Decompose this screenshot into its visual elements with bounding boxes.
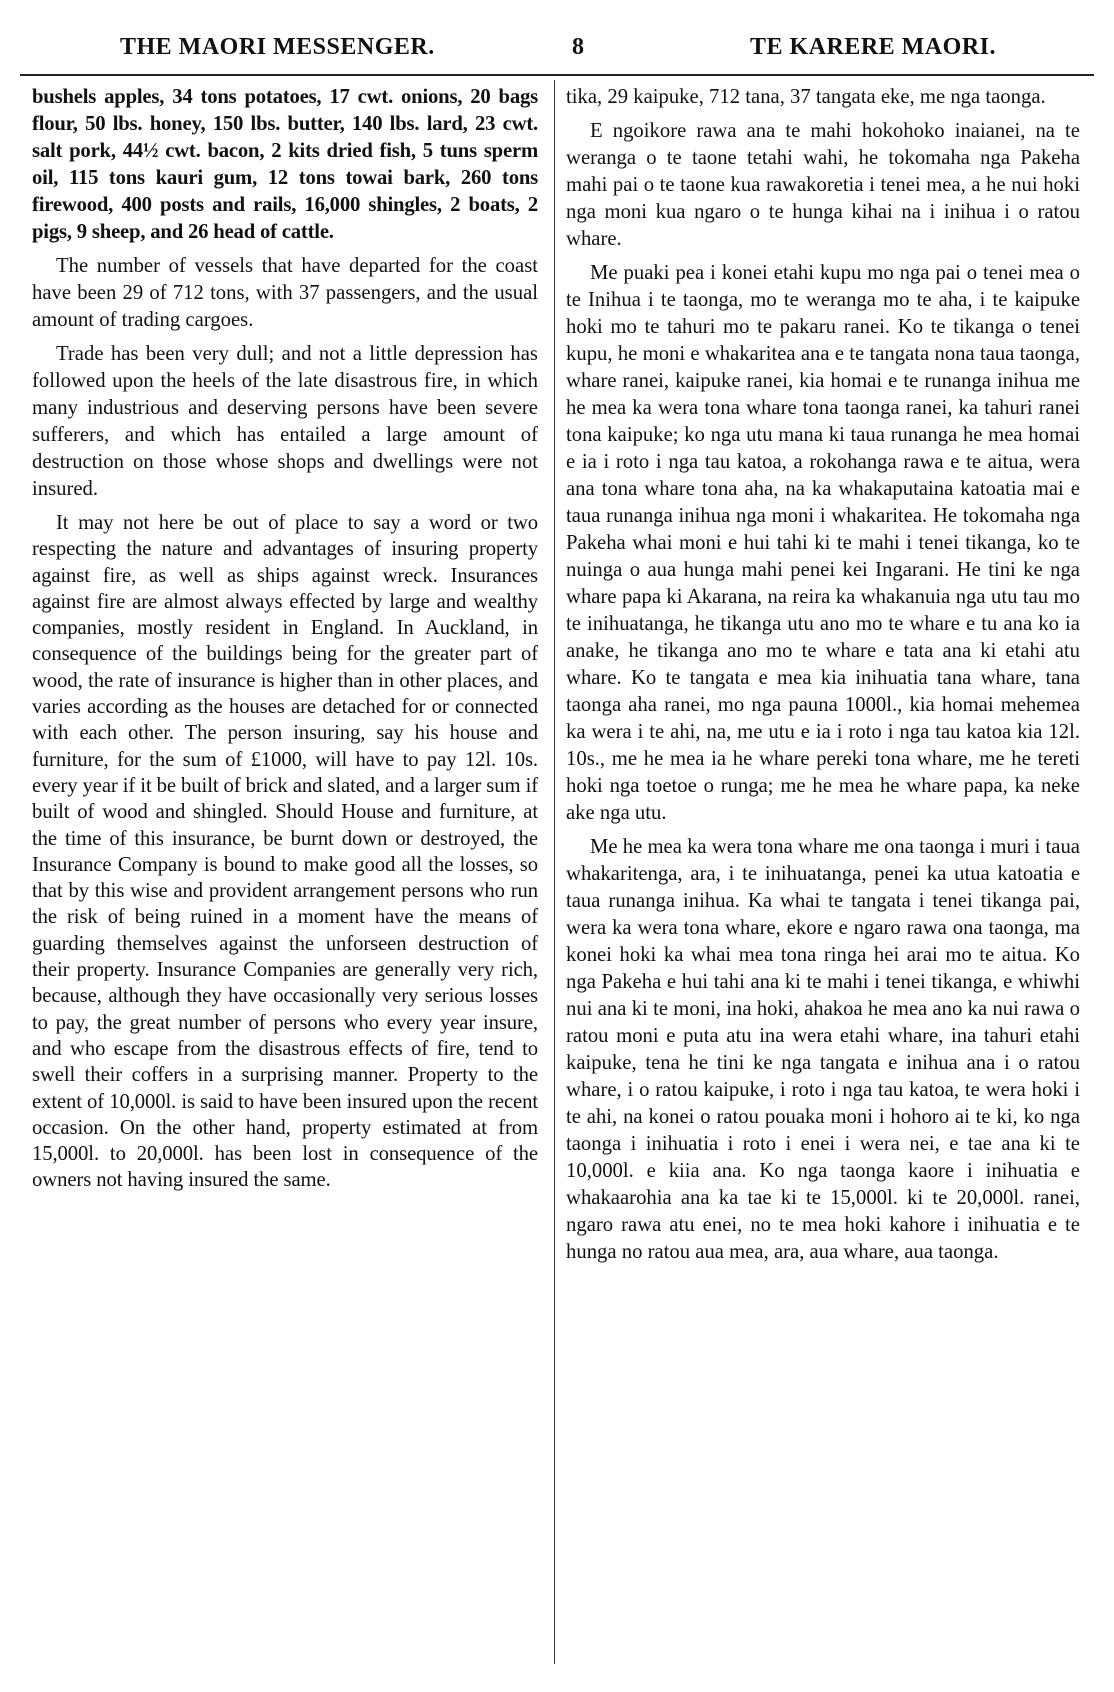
- article-paragraph: The number of vessels that have departed for the coast have been 29 of 712 tons, with 37 passengers, and the usual amount of trading cargoes.: [32, 255, 538, 331]
- header-left-title: THE MAORI MESSENGER.: [120, 34, 435, 60]
- page-header: [20, 34, 1094, 68]
- article-paragraph: Me he mea ka wera tona whare me ona taonga i muri i taua whakaritenga, ara, i te inihuatanga, penei ka utua katoatia e taua runanga inihua. Ka whai te tangata i tenei tikanga pai, wera ka wera tona whare, ekore e ngaro rawa ona taonga, ma konei hoki ka whai mea tona ringa hei arai mo te aitua. Ko nga Pakeha e hui tahi ana ki te mahi i tenei tikanga, e whiwhi nui ana ki te moni, ina hoki, ahakoa he mea ano ka nui rawa o ratou moni e puta atu ina wera etahi whare, ina tahuri etahi kaipuke, tena he tini ke nga tangata e inihua ana i o ratou whare, i o ratou kaipuke, i roto i nga tau katoa, te wera hoki i te ahi, na konei o ratou pouaka moni i hohoro ai te ki, ko nga taonga i inihuatia i roto i enei i wera nei, e tae ana ki te 10,000l. e kiia ana. Ko nga taonga kaore i inihuatia e whakaarohia ana ka tae ki te 15,000l. ki te 20,000l. ranei, ngaro rawa atu enei, no te mea hoki kahore i inihuatia e te hunga no ratou aua mea, ara, aua whare, aua taonga.: [566, 836, 1080, 1263]
- page-number: 8: [572, 34, 585, 60]
- article-paragraph: It may not here be out of place to say a word or two respecting the nature and advantages of insuring property against fire, as well as ships against wreck. Insurances against fire are almost always effected by large and wealthy companies, mostly resident in England. In Auckland, in consequence of the buildings being for the greater part of wood, the rate of insurance is higher than in other places, and varies according as the houses are detached for or connected with each other. The person insuring, say his house and furniture, for the sum of £1000, will have to pay 12l. 10s. every year if it be built of brick and slated, and a larger sum if built of wood and shingled. Should House and furniture, at the time of this insurance, be burnt down or destroyed, the Insurance Company is bound to make good all the losses, so that by this wise and provident arrangement persons who run the risk of being ruined in a moment have the means of guarding themselves against the unforseen destruction of their property. Insurance Companies are generally very rich, because, although they have occasionally very serious losses to pay, the great number of persons who every year insure, and who escape from the disastrous effects of fire, tend to swell their coffers in a surprising manner. Property to the extent of 10,000l. is said to have been insured upon the recent occasion. On the other hand, property estimated at from 15,000l. to 20,000l. has been lost in consequence of the owners not having insured the same.: [32, 512, 539, 1192]
- maori-column: [566, 84, 1080, 1273]
- column-divider: [554, 80, 555, 1664]
- header-rule: [20, 74, 1094, 76]
- article-paragraph: tika, 29 kaipuke, 712 tana, 37 tangata eke, me nga taonga.: [566, 86, 1046, 108]
- article-paragraph: Trade has been very dull; and not a little depression has followed upon the heels of the late disastrous fire, in which many industrious and deserving persons have been severe sufferers, and which has entailed a large amount of destruction on those whose shops and dwellings were not insured.: [32, 343, 538, 500]
- article-paragraph: bushels apples, 34 tons potatoes, 17 cwt. onions, 20 bags flour, 50 lbs. honey, 150 lbs. butter, 140 lbs. lard, 23 cwt. salt pork, 44½ cwt. bacon, 2 kits dried fish, 5 tuns sperm oil, 115 tons kauri gum, 12 tons towai bark, 260 tons firewood, 400 posts and rails, 16,000 shingles, 2 boats, 2 pigs, 9 sheep, and 26 head of cattle.: [32, 86, 538, 243]
- header-right-title: TE KARERE MAORI.: [749, 34, 996, 60]
- article-paragraph: Me puaki pea i konei etahi kupu mo nga pai o tenei mea o te Inihua i te taonga, mo te weranga mo te aha, i te kaipuke hoki mo te tahuri mo te pakaru ranei. Ko te tikanga o tenei kupu, he moni e whakaritea ana e te tangata nona taua taonga, whare ranei, kaipuke ranei, kia homai e te runanga inihua me he mea ka wera tona whare tona taonga ranei, ka tahuri ranei tona kaipuke; ko nga utu mana ki taua runanga he mea homai e ia i roto i nga tau katoa, a rokohanga rawa e te aitua, wera ana tona whare tona aha, na ka whakaputaina katoatia mai e taua runanga inihua nga moni i whakaritea. He tokomaha nga Pakeha whai moni e hui tahi ki te mahi i tenei tikanga, ko te nuinga o aua hunga mahi penei kei Ingarani. He tini ke nga whare papa ki Akarana, na reira ka whakanuia nga utu tau mo te inihuatanga, he tikanga utu ano mo te whare e tu ana ko ia anake, he tikanga ano mo te whare e tata ana ki etahi atu whare. Ko te tangata e mea kia inihuatia tana whare, tana taonga aha ranei, mo nga pauna 1000l., kia homai mehemea ka wera i te ahi, na, me utu e ia i roto i nga tau katoa kia 12l. 10s., me he mea ia he whare pereki tona whare, me he tereti hoki nga toetoe o runga; me he mea he whare papa, ka neke ake nga utu.: [566, 262, 1080, 824]
- article-paragraph: E ngoikore rawa ana te mahi hokohoko inaianei, na te weranga o te taone tetahi wahi, he tokomaha nga Pakeha mahi pai o te taone kua rawakoretia i tenei mea, a he nui hoki nga moni kua ngaro o te hunga kihai na i inihua i o ratou whare.: [566, 120, 1080, 250]
- english-column: [32, 84, 538, 1201]
